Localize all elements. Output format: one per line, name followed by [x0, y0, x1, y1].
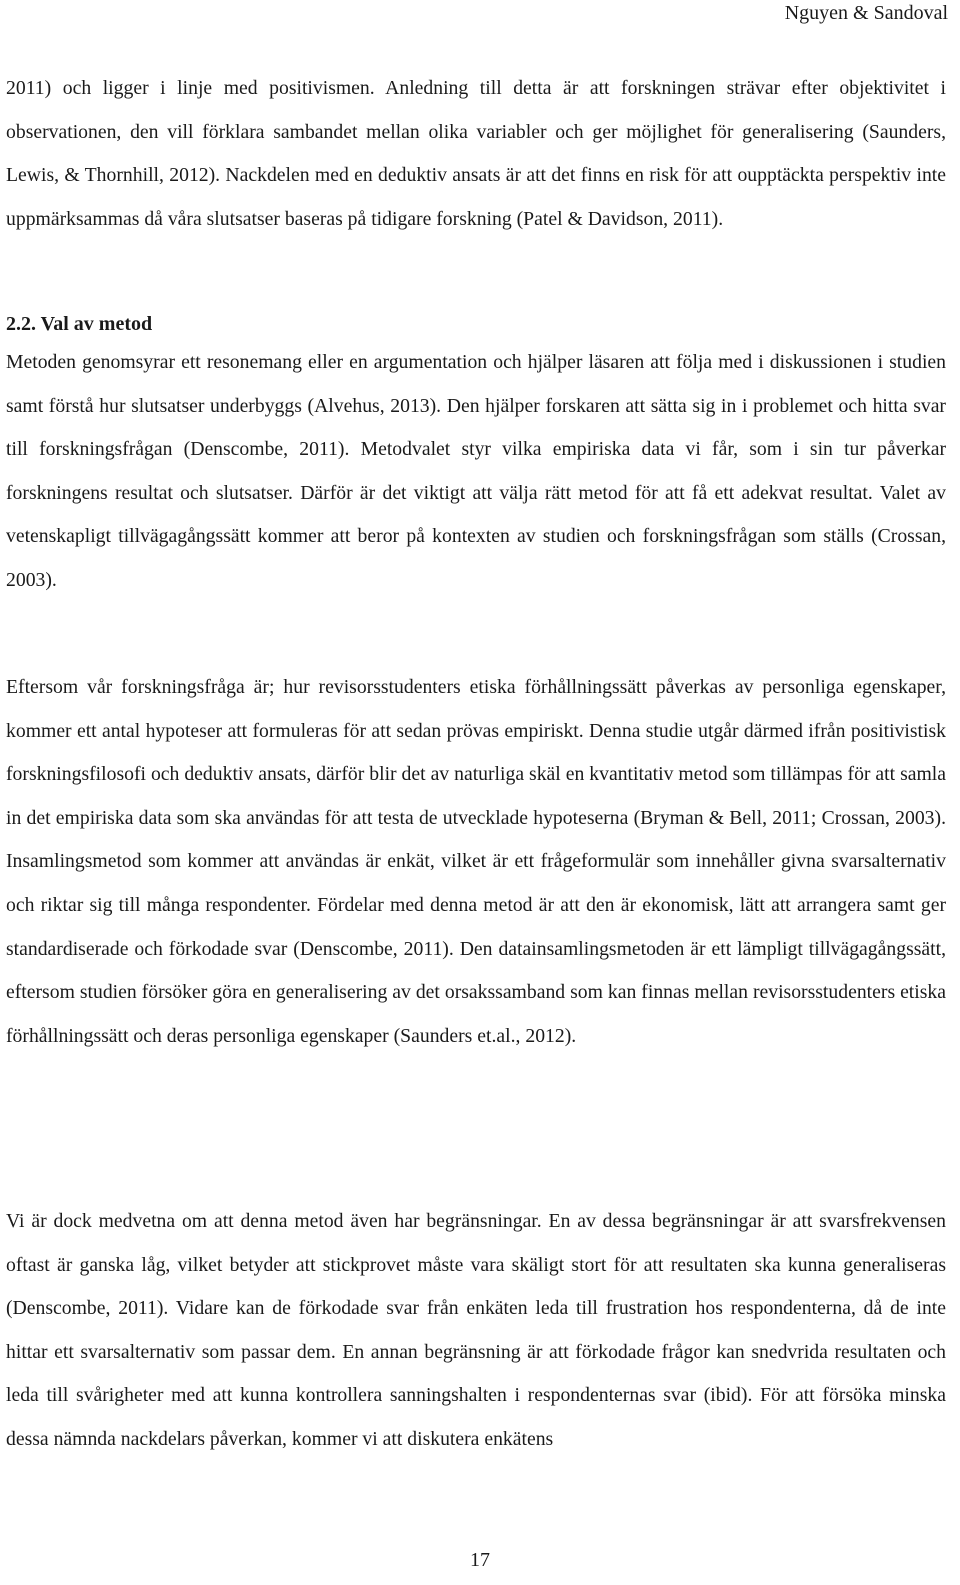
section-heading: 2.2. Val av metod — [6, 313, 153, 335]
paragraph-limitations: Vi är dock medvetna om att denna metod även har begränsningar. En av dessa begränsningar är att svarsfrekvensen oftast är ganska låg, vilket betyder att stickprovet måste vara skäligt stort för att resultaten ska kunna generaliseras (Denscombe, 2011). Vidare kan de förkodade svar från enkäten leda till frustration hos respondenterna, då de inte hittar ett svarsalternativ som passar dem. En annan begränsning är att förkodade frågor kan snedvrida resultaten och leda till svårigheter med att kunna kontrollera sanningshalten i respondenternas svar (ibid). För att försöka minska dessa nämnda nackdelars påverkan, kommer vi att diskutera enkätens — [6, 1210, 946, 1450]
running-header: Nguyen & Sandoval — [784, 2, 948, 24]
paragraph-method-choice: Metoden genomsyrar ett resonemang eller en argumentation och hjälper läsaren att följa med i diskussionen i studien samt förstå hur slutsatser underbyggs (Alvehus, 2013). Den hjälper forskaren att sätta sig in i problemet och hitta svar till forskningsfrågan (Denscombe, 2011). Metodvalet styr vilka empiriska data vi får, som i sin tur påverkar forskningens resultat och slutsatser. Därför är det viktigt att välja rätt metod för att få ett adekvat resultat. Valet av vetenskapligt tillvägagångssätt kommer att beror på kontexten av studien och forskningsfrågan som ställs (Crossan, 2003). — [6, 351, 946, 591]
paragraph-quantitative-method: Eftersom vår forskningsfråga är; hur revisorsstudenters etiska förhållningssätt påverkas av personliga egenskaper, kommer ett antal hypoteser att formuleras för att sedan prövas empiriskt. Denna studie utgår därmed ifrån positivistisk forskningsfilosofi och deduktiv ansats, därför blir det av naturliga skäl en kvantitativ metod som tillämpas för att samla in det empiriska data som ska användas för att testa de utvecklade hypoteserna (Bryman & Bell, 2011; Crossan, 2003). Insamlingsmetod som kommer att användas är enkät, vilket är ett frågeformulär som innehåller givna svarsalternativ och riktar sig till många respondenter. Fördelar med denna metod är att den är ekonomisk, lätt att arrangera samt ger standardiserade och förkodade svar (Denscombe, 2011). Den datainsamlingsmetoden är ett lämpligt tillvägagångssätt, eftersom studien försöker göra en generalisering av det orsakssamband som kan finnas mellan revisorsstudenters etiska förhållningssätt och deras personliga egenskaper (Saunders et.al., 2012). — [6, 676, 946, 1047]
page-number: 17 — [470, 1549, 490, 1571]
paragraph-positivism: 2011) och ligger i linje med positivismen. Anledning till detta är att forskningen strävar efter objektivitet i observationen, den vill förklara sambandet mellan olika variabler och ger möjlighet för generalisering (Saunders, Lewis, & Thornhill, 2012). Nackdelen med en deduktiv ansats är att det finns en risk för att oupptäckta perspektiv inte uppmärksammas då våra slutsatser baseras på tidigare forskning (Patel & Davidson, 2011). — [6, 77, 946, 230]
